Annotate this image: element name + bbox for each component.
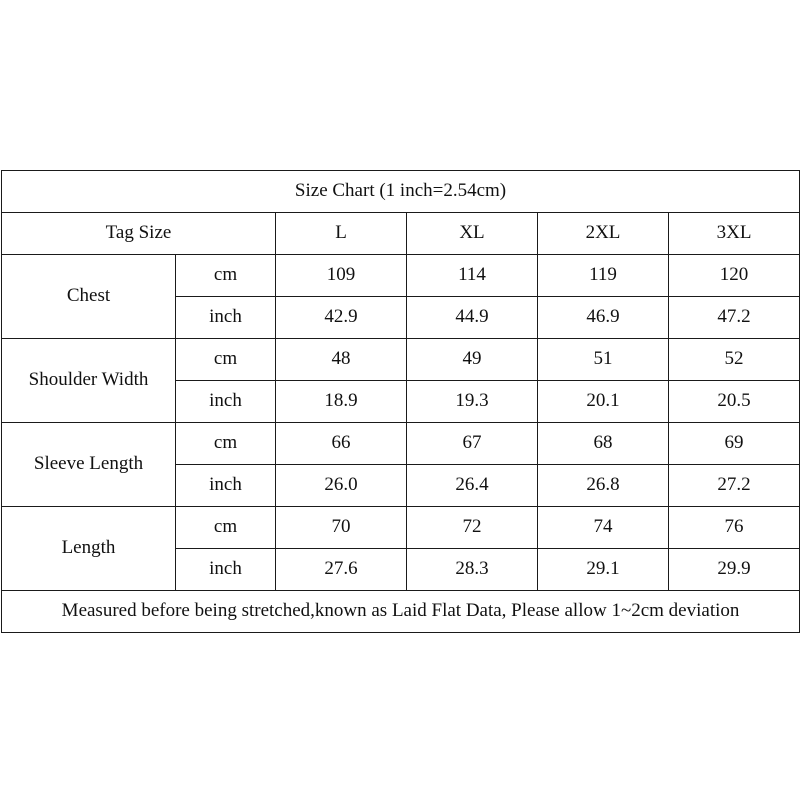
- value-cell: 70: [276, 507, 407, 549]
- value-cell: 42.9: [276, 297, 407, 339]
- value-cell: 69: [669, 423, 800, 465]
- value-cell: 48: [276, 339, 407, 381]
- value-cell: 20.1: [538, 381, 669, 423]
- unit-cell: inch: [176, 549, 276, 591]
- table-row: [2, 423, 800, 465]
- value-cell: 28.3: [407, 549, 538, 591]
- value-cell: 114: [407, 255, 538, 297]
- value-cell: 18.9: [276, 381, 407, 423]
- value-cell: 29.1: [538, 549, 669, 591]
- table-row: [2, 507, 800, 549]
- measurement-name-shoulder-width: Shoulder Width: [2, 339, 176, 423]
- unit-cell: cm: [176, 339, 276, 381]
- unit-cell: inch: [176, 465, 276, 507]
- chart-title: Size Chart (1 inch=2.54cm): [2, 171, 800, 213]
- tag-size-label: Tag Size: [2, 213, 276, 255]
- value-cell: 49: [407, 339, 538, 381]
- size-header-xl: XL: [407, 213, 538, 255]
- size-header-l: L: [276, 213, 407, 255]
- size-header-2xl: 2XL: [538, 213, 669, 255]
- unit-cell: cm: [176, 255, 276, 297]
- value-cell: 74: [538, 507, 669, 549]
- value-cell: 72: [407, 507, 538, 549]
- footnote-row: [2, 591, 800, 633]
- value-cell: 47.2: [669, 297, 800, 339]
- value-cell: 26.0: [276, 465, 407, 507]
- value-cell: 67: [407, 423, 538, 465]
- value-cell: 120: [669, 255, 800, 297]
- unit-cell: inch: [176, 381, 276, 423]
- value-cell: 20.5: [669, 381, 800, 423]
- measurement-name-chest: Chest: [2, 255, 176, 339]
- unit-cell: inch: [176, 297, 276, 339]
- title-row: [2, 171, 800, 213]
- value-cell: 26.4: [407, 465, 538, 507]
- value-cell: 109: [276, 255, 407, 297]
- value-cell: 27.6: [276, 549, 407, 591]
- value-cell: 29.9: [669, 549, 800, 591]
- value-cell: 119: [538, 255, 669, 297]
- size-chart-table: [1, 170, 800, 633]
- table-row: [2, 339, 800, 381]
- value-cell: 52: [669, 339, 800, 381]
- size-header-row: [2, 213, 800, 255]
- size-header-3xl: 3XL: [669, 213, 800, 255]
- value-cell: 68: [538, 423, 669, 465]
- value-cell: 26.8: [538, 465, 669, 507]
- unit-cell: cm: [176, 423, 276, 465]
- value-cell: 76: [669, 507, 800, 549]
- value-cell: 27.2: [669, 465, 800, 507]
- footnote: Measured before being stretched,known as Laid Flat Data, Please allow 1~2cm deviation: [2, 591, 800, 633]
- unit-cell: cm: [176, 507, 276, 549]
- value-cell: 19.3: [407, 381, 538, 423]
- measurement-name-length: Length: [2, 507, 176, 591]
- value-cell: 44.9: [407, 297, 538, 339]
- size-chart-body: [2, 171, 800, 633]
- value-cell: 66: [276, 423, 407, 465]
- value-cell: 46.9: [538, 297, 669, 339]
- value-cell: 51: [538, 339, 669, 381]
- measurement-name-sleeve-length: Sleeve Length: [2, 423, 176, 507]
- table-row: [2, 255, 800, 297]
